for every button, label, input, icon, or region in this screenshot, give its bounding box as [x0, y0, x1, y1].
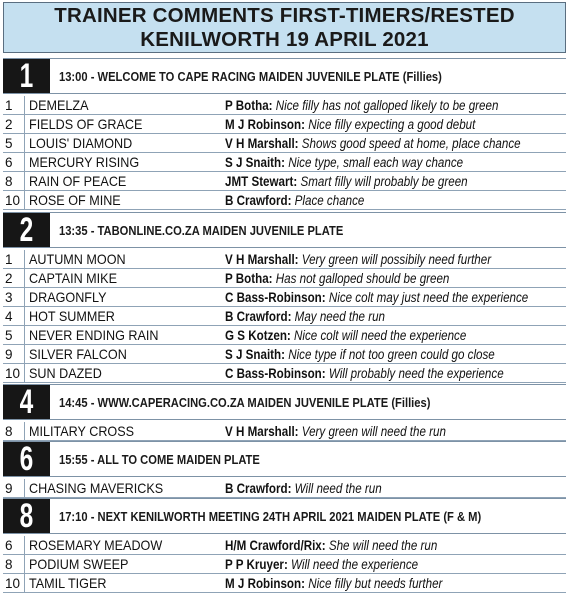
runner-row: [3, 536, 566, 555]
runner-number: 3: [3, 288, 25, 306]
comment-text: Nice filly expecting a good debut: [308, 117, 476, 132]
horse-name: DRAGONFLY: [29, 289, 107, 305]
horse-name: ROSE OF MINE: [29, 192, 121, 208]
horse-name: CHASING MAVERICKS: [29, 480, 164, 496]
header-subtitle: KENILWORTH 19 APRIL 2021: [140, 28, 429, 51]
runner-number: 6: [3, 536, 25, 554]
trainer-comment: [225, 555, 418, 573]
race-title: 17:10 - NEXT KENILWORTH MEETING 24TH APRIL 2021 MAIDEN PLATE (F & M): [59, 509, 482, 524]
trainer-name: C Bass-Robinson:: [225, 366, 329, 381]
comment-text: Place chance: [294, 193, 365, 208]
runner-row: [3, 153, 566, 172]
race-number-box: [3, 213, 50, 247]
comment-text: Shows good speed at home, place chance: [301, 136, 521, 151]
trainer-name: M J Robinson:: [225, 576, 309, 591]
trainer-comment: [225, 345, 495, 363]
trainer-name: P P Kruyer:: [225, 557, 292, 572]
horse-name: AUTUMN MOON: [29, 251, 126, 267]
comment-text: Smart filly will probably be green: [300, 174, 468, 189]
runner-number: 1: [3, 250, 25, 268]
runner-number: 9: [3, 479, 25, 497]
comment-text: Nice type, small each way chance: [288, 155, 464, 170]
trainer-comment: [225, 191, 364, 209]
trainer-comment: [225, 307, 385, 325]
trainer-comment: [225, 536, 437, 554]
comment-text: She will need the run: [328, 538, 438, 553]
horse-name: SILVER FALCON: [29, 346, 127, 362]
runner-row: [3, 345, 566, 364]
race-header: [3, 384, 566, 420]
runner-number: 5: [3, 326, 25, 344]
trainer-comment: [225, 479, 382, 497]
trainer-comment: [225, 269, 449, 287]
trainer-comment: [225, 250, 491, 268]
trainer-name: G S Kotzen:: [225, 328, 295, 343]
runner-number: 1: [3, 96, 25, 114]
trainer-name: M J Robinson:: [225, 117, 309, 132]
horse-name: MERCURY RISING: [29, 154, 140, 170]
comment-text: Nice colt may just need the experience: [328, 290, 529, 305]
race-number: 4: [10, 385, 44, 419]
trainer-comment: [225, 288, 528, 306]
runner-number: 2: [3, 115, 25, 133]
horse-name: PODIUM SWEEP: [29, 556, 129, 572]
trainer-name: B Crawford:: [225, 309, 295, 324]
trainer-name: V H Marshall:: [225, 424, 302, 439]
horse-name: HOT SUMMER: [29, 308, 115, 324]
horse-name: SUN DAZED: [29, 365, 102, 381]
comment-text: Very green will need the run: [301, 424, 446, 439]
runner-row: [3, 574, 566, 593]
trainer-comment: [225, 172, 468, 190]
race-title: 15:55 - ALL TO COME MAIDEN PLATE: [59, 452, 260, 467]
race-number-box: [3, 499, 50, 533]
race-title: 13:35 - TABONLINE.CO.ZA MAIDEN JUVENILE PLATE: [59, 223, 344, 238]
runner-row: [3, 288, 566, 307]
horse-name: NEVER ENDING RAIN: [29, 327, 159, 343]
trainer-comment: [225, 96, 498, 114]
runner-number: 4: [3, 307, 25, 325]
race-header: [3, 58, 566, 94]
race-number: 6: [10, 442, 44, 476]
trainer-name: V H Marshall:: [225, 136, 302, 151]
comment-text: Will need the run: [294, 481, 382, 496]
runner-row: [3, 326, 566, 345]
header-title: TRAINER COMMENTS FIRST-TIMERS/RESTED: [54, 4, 515, 27]
runner-number: 2: [3, 269, 25, 287]
horse-name: CAPTAIN MIKE: [29, 270, 117, 286]
runner-number: 8: [3, 555, 25, 573]
horse-name: LOUIS' DIAMOND: [29, 135, 133, 151]
trainer-comment: [225, 364, 504, 382]
race-number: 8: [10, 499, 44, 533]
comment-text: Will need the experience: [291, 557, 419, 572]
comment-text: Will probably need the experience: [328, 366, 504, 381]
trainer-name: P Botha:: [225, 98, 276, 113]
race-title: 14:45 - WWW.CAPERACING.CO.ZA MAIDEN JUVENILE PLATE (Fillies): [59, 395, 431, 410]
runner-row: [3, 555, 566, 574]
comment-text: Very green will possibily need further: [301, 252, 492, 267]
race-number: 2: [10, 213, 44, 247]
trainer-name: C Bass-Robinson:: [225, 290, 329, 305]
horse-name: FIELDS OF GRACE: [29, 116, 143, 132]
trainer-comment: [225, 326, 466, 344]
runner-number: 8: [3, 422, 25, 440]
race-title: 13:00 - WELCOME TO CAPE RACING MAIDEN JUVENILE PLATE (Fillies): [59, 69, 442, 84]
comment-text: May need the run: [294, 309, 386, 324]
trainer-name: H/M Crawford/Rix:: [225, 538, 329, 553]
page-header: [3, 2, 566, 53]
runner-number: 10: [3, 364, 25, 382]
comment-text: Nice colt will need the experience: [294, 328, 467, 343]
runner-row: [3, 172, 566, 191]
horse-name: ROSEMARY MEADOW: [29, 537, 163, 553]
runner-row: [3, 364, 566, 383]
runner-row: [3, 479, 566, 498]
runner-row: [3, 134, 566, 153]
trainer-name: S J Snaith:: [225, 347, 289, 362]
runner-row: [3, 269, 566, 288]
runner-number: 10: [3, 574, 25, 592]
comment-text: Nice filly but needs further: [308, 576, 443, 591]
runner-row: [3, 250, 566, 269]
runner-row: [3, 422, 566, 441]
comment-text: Nice type if not too green could go close: [288, 347, 495, 362]
runner-number: 8: [3, 172, 25, 190]
trainer-name: S J Snaith:: [225, 155, 289, 170]
trainer-name: P Botha:: [225, 271, 276, 286]
horse-name: DEMELZA: [29, 97, 89, 113]
race-header: [3, 212, 566, 248]
horse-name: TAMIL TIGER: [29, 575, 107, 591]
runner-row: [3, 191, 566, 210]
trainer-name: B Crawford:: [225, 193, 295, 208]
horse-name: MILITARY CROSS: [29, 423, 135, 439]
trainer-name: V H Marshall:: [225, 252, 302, 267]
comment-text: Nice filly has not galloped likely to be green: [275, 98, 499, 113]
race-number-box: [3, 385, 50, 419]
trainer-name: B Crawford:: [225, 481, 295, 496]
trainer-comment: [225, 115, 475, 133]
runner-row: [3, 96, 566, 115]
trainer-comment: [225, 574, 442, 592]
trainer-comment: [225, 134, 521, 152]
horse-name: RAIN OF PEACE: [29, 173, 127, 189]
runner-number: 6: [3, 153, 25, 171]
runner-number: 10: [3, 191, 25, 209]
race-header: [3, 441, 566, 477]
race-number-box: [3, 59, 50, 93]
runner-number: 9: [3, 345, 25, 363]
trainer-comment: [225, 422, 446, 440]
race-number: 1: [10, 59, 44, 93]
runner-row: [3, 307, 566, 326]
trainer-comment: [225, 153, 463, 171]
runner-row: [3, 115, 566, 134]
race-number-box: [3, 442, 50, 476]
comment-text: Has not galloped should be green: [275, 271, 450, 286]
trainer-name: JMT Stewart:: [225, 174, 301, 189]
runner-number: 5: [3, 134, 25, 152]
race-header: [3, 498, 566, 534]
